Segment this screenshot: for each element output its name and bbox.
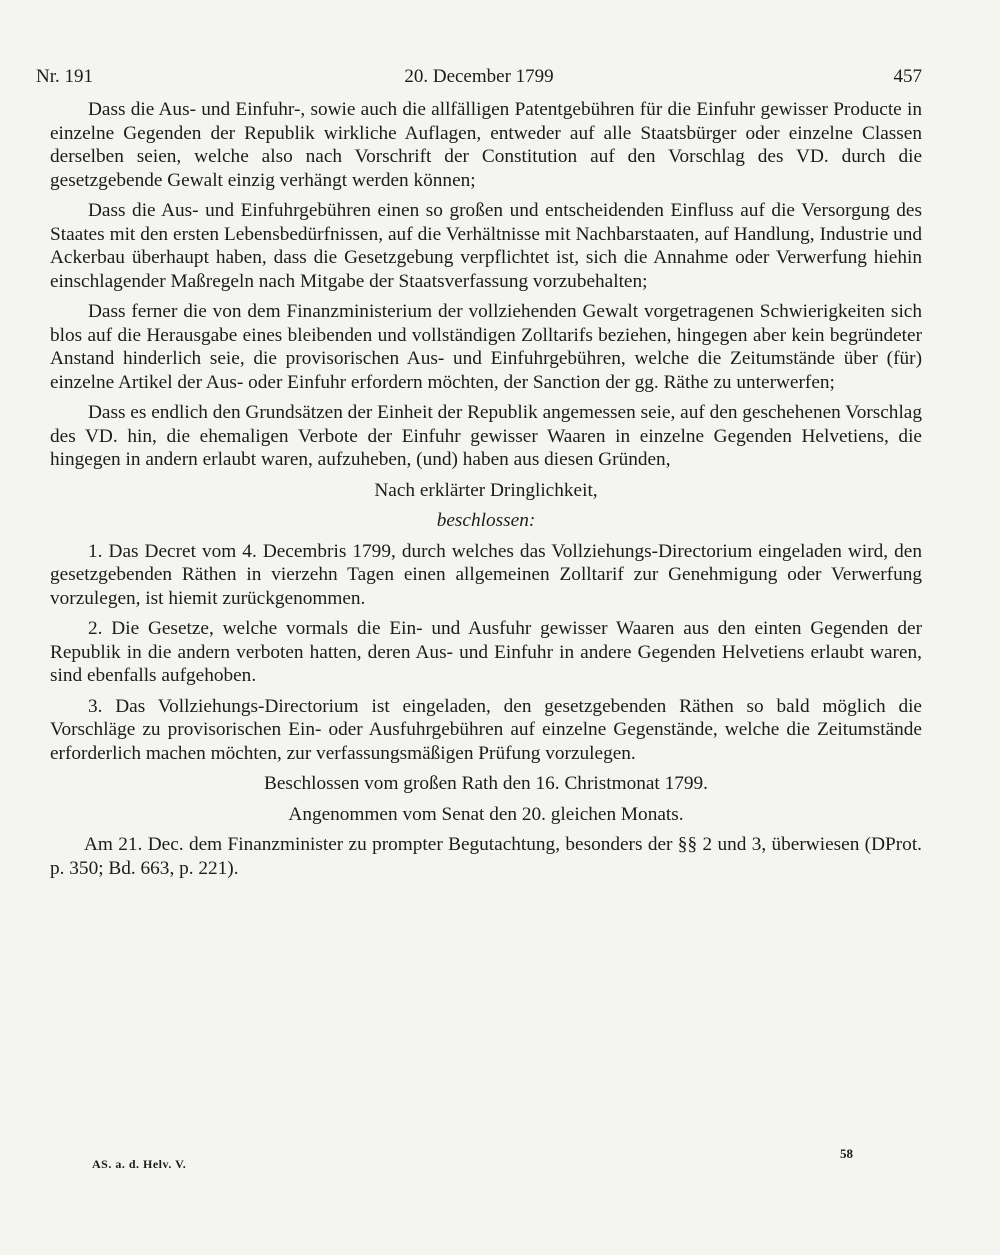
resolved-heading: beschlossen: [436, 510, 536, 531]
document-number: Nr. 191 [36, 66, 93, 87]
main-text [50, 98, 922, 880]
article-2: 2. Die Gesetze, welche vormals die Ein- und Ausfuhr gewisser Waaren aus den einten Gegenden der Republik in die andern verboten hatten, deren Aus- und Einfuhr in andere Gegenden Helvetiens erlaubt waren, sind ebenfalls aufgehoben. [50, 618, 922, 686]
editorial-note: Am 21. Dec. dem Finanzminister zu prompter Begutachtung, besonders der §§ 2 und 3, überwiesen (DProt. p. 350; Bd. 663, p. 221). [50, 834, 922, 879]
closing-great-council: Beschlossen vom großen Rath den 16. Christmonat 1799. [264, 773, 708, 794]
preamble-paragraph: Dass ferner die von dem Finanzministerium der vollziehenden Gewalt vorgetragenen Schwierigkeiten sich blos auf die Herausgabe eines bleibenden und vollständigen Zolltarifs beziehen, hingegen aber kein begründeter Anstand hinderlich seie, die provisorischen Aus- und Einfuhrgebühren, welche die Zeitumstände über (für) einzelne Artikel der Aus- oder Einfuhr erfordern möchten, der Sanction der gg. Räthe zu unterwerfen; [50, 301, 922, 393]
article-3: 3. Das Vollziehungs-Directorium ist eingeladen, den gesetzgebenden Räthen so bald möglich die Vorschläge zu provisorischen Ein- oder Ausfuhrgebühren auf einzelne Gegenstände, welche die Zeitumstände erforderlich machen möchten, zur verfassungsmäßigen Prüfung vorzulegen. [50, 695, 922, 764]
sheet-signature: 58 [840, 1146, 853, 1161]
urgency-line: Nach erklärter Dringlichkeit, [374, 479, 598, 501]
preamble-paragraph: Dass die Aus- und Einfuhrgebühren einen so großen und entscheidenden Einfluss auf die Versorgung des Staates mit den ersten Lebensbedürfnissen, auf die Verhältnisse mit Nachbarstaaten, auf Handlung, Industrie und Ackerbau überhaupt haben, dass die Gesetzgebung verpflichtet ist, sich die Annahme oder Verwerfung hiehin einschlagender Maßregeln nach Mitgabe der Staatsverfassung vorzubehalten; [50, 200, 922, 292]
header-date: 20. December 1799 [404, 66, 554, 87]
footer-series: AS. a. d. Helv. V. [92, 1157, 187, 1171]
page-number: 457 [893, 66, 922, 87]
closing-senate: Angenommen vom Senat den 20. gleichen Monats. [288, 803, 684, 825]
article-1: 1. Das Decret vom 4. Decembris 1799, durch welches das Vollziehungs-Directorium eingeladen wird, den gesetzgebenden Räthen in vierzehn Tagen einen allgemeinen Zolltarif zur Genehmigung oder Verwerfung vorzulegen, ist hiemit zurückgenommen. [50, 540, 922, 609]
preamble-paragraph: Dass die Aus- und Einfuhr-, sowie auch die allfälligen Patentgebühren für die Einfuhr gewisser Producte in einzelne Gegenden der Republik wirkliche Auflagen, entweder auf alle Staatsbürger oder einzelne Classen derselben seien, welche also nach Vorschrift der Constitution auf den Vorschlag des VD. durch die gesetzgebende Gewalt einzig verhängt werden können; [50, 99, 922, 191]
preamble-paragraph: Dass es endlich den Grundsätzen der Einheit der Republik angemessen seie, auf den geschehenen Vorschlag des VD. hin, die ehemaligen Verbote der Einfuhr gewisser Waaren in einzelne Gegenden Helvetiens, die hingegen in andern erlaubt waren, aufzuheben, (und) haben aus diesen Gründen, [50, 402, 923, 470]
running-header [36, 66, 922, 90]
